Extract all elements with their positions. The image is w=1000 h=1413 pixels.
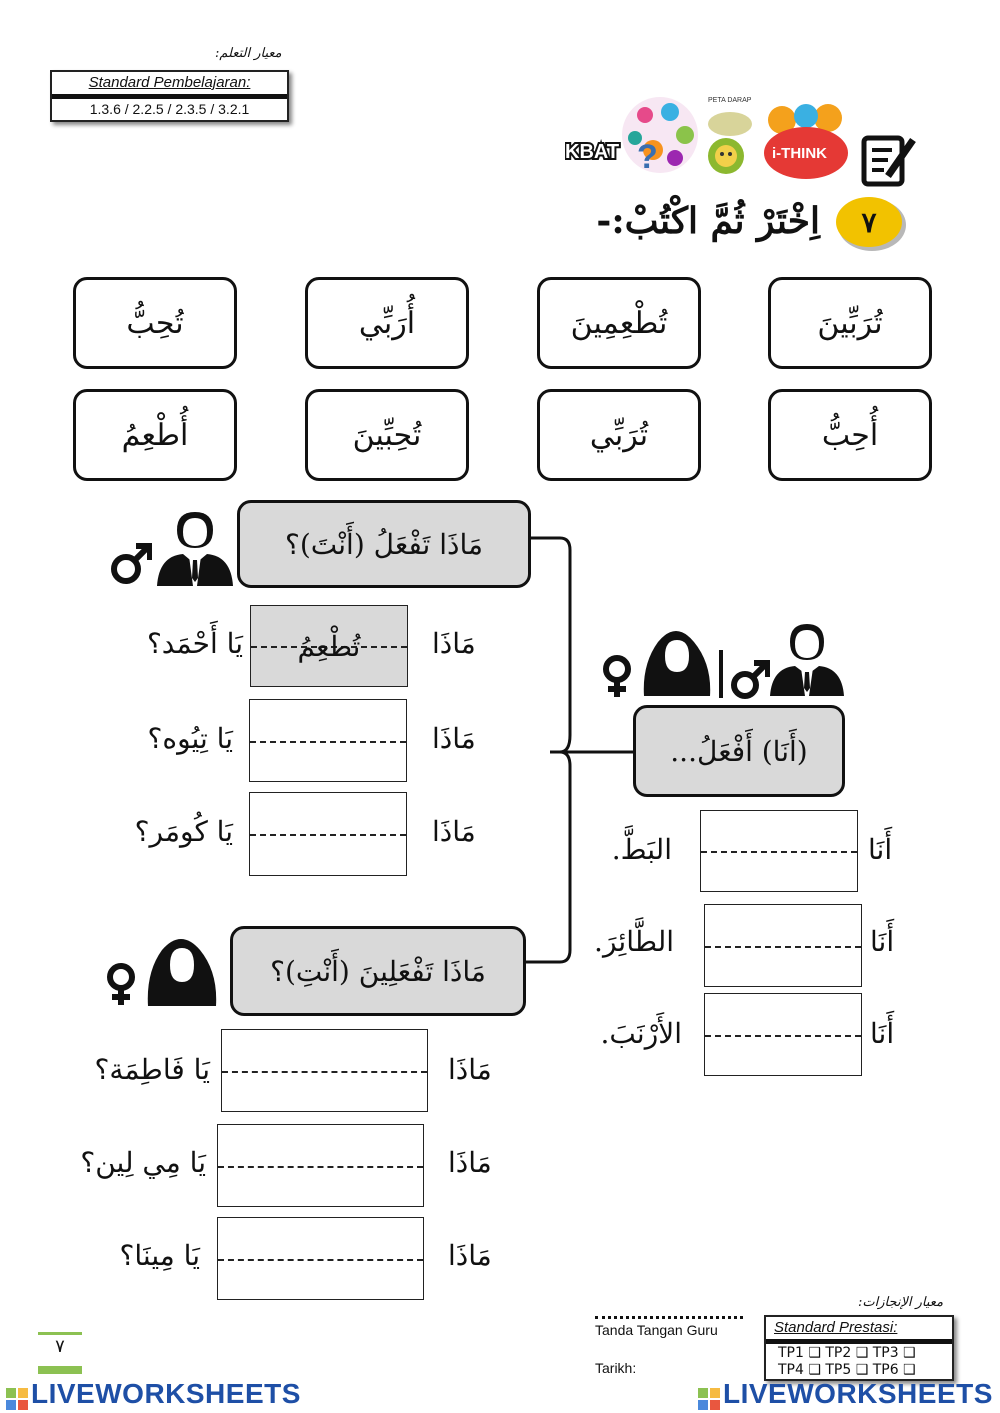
male-answer-box-2[interactable]: [249, 699, 407, 782]
kbat-text: KBAT: [565, 141, 620, 163]
ana-3: أَنَا: [870, 1017, 895, 1050]
female-madha-2: مَاذَا: [448, 1146, 492, 1179]
female-person-icon: [636, 624, 718, 696]
female-answer-box-1[interactable]: [221, 1029, 428, 1112]
female-answer-box-3[interactable]: [217, 1217, 424, 1300]
ana-answer-box-3[interactable]: [704, 993, 862, 1076]
ithink-logo: [760, 98, 852, 186]
standard-label: Standard Pembelajaran:: [52, 72, 287, 99]
ana-answer-box-1[interactable]: [700, 810, 858, 892]
tp-row-2[interactable]: TP4 ❑ TP5 ❑ TP6 ❑: [778, 1362, 916, 1378]
female-madha-1: مَاذَا: [448, 1053, 492, 1086]
male-answer-box-3[interactable]: [249, 792, 407, 876]
signature-line: [595, 1316, 743, 1319]
male-answer-1: تُطْعِمُ: [297, 629, 361, 663]
male-answer-2: [250, 700, 406, 781]
male-person-icon-2: [768, 620, 846, 696]
female-answer-3: [218, 1218, 423, 1299]
male-name-3: يَا كُومَر؟: [134, 815, 233, 848]
male-symbol-icon: [110, 543, 152, 585]
female-answer-1: [222, 1030, 427, 1111]
connector-lines: [520, 530, 640, 975]
liveworksheets-icon: [6, 1388, 28, 1410]
ana-object-3: الأَرْنَبَ.: [600, 1017, 682, 1050]
achievement-box: [764, 1315, 954, 1381]
female-person-icon-2: [140, 932, 224, 1006]
word-card-6[interactable]: تُرَبِّي: [537, 389, 701, 481]
tp-row-1[interactable]: TP1 ❑ TP2 ❑ TP3 ❑: [778, 1345, 916, 1361]
female-question-bubble: مَاذَا تَفْعَلِينَ (أَنْتِ)؟: [230, 926, 526, 1016]
word-card-8[interactable]: أُطْعِمُ: [73, 389, 237, 481]
ana-2: أَنَا: [870, 925, 895, 958]
page-number-bottom-bar: [38, 1366, 82, 1374]
female-symbol-icon: [600, 655, 634, 699]
male-answer-box-1[interactable]: [250, 605, 408, 687]
male-name-1: يَا أَحْمَد؟: [146, 627, 243, 660]
brand-text-left: LIVEWORKSHEETS: [31, 1378, 301, 1409]
male-madha-3: مَاذَا: [432, 815, 476, 848]
female-answer-box-2[interactable]: [217, 1124, 424, 1207]
male-symbol-icon-2: [730, 660, 770, 700]
achievement-label: Standard Prestasi:: [766, 1317, 952, 1344]
word-card-3[interactable]: أُرَبِّي: [305, 277, 469, 369]
page-number-top-bar: [38, 1332, 82, 1335]
ana-object-1: البَطَّ.: [611, 833, 672, 866]
ana-answer-2: [705, 905, 861, 986]
female-name-3: يَا مِينَا؟: [119, 1239, 200, 1272]
word-card-2[interactable]: تُطْعِمِينَ: [537, 277, 701, 369]
divider-line: [719, 650, 723, 698]
brand-text-right: LIVEWORKSHEETS: [723, 1378, 993, 1409]
male-question-bubble: مَاذَا تَفْعَلُ (أَنْتَ)؟: [237, 500, 531, 588]
date-label: Tarikh:: [595, 1360, 637, 1376]
liveworksheets-icon-2: [698, 1388, 720, 1410]
male-name-2: يَا تِيُوه؟: [147, 722, 233, 755]
writing-icon: [858, 130, 918, 188]
ana-answer-3: [705, 994, 861, 1075]
female-name-1: يَا فَاطِمَة؟: [94, 1053, 210, 1086]
ana-object-2: الطَّائِرَ.: [594, 925, 674, 958]
female-name-2: يَا مِي لِين؟: [80, 1146, 206, 1179]
page-number: ٧: [55, 1336, 65, 1357]
male-madha-1: مَاذَا: [432, 627, 476, 660]
female-madha-3: مَاذَا: [448, 1239, 492, 1272]
ana-answer-1: [701, 811, 857, 891]
exercise-number: ٧: [861, 205, 877, 239]
peta-darap-logo: [700, 92, 760, 184]
word-card-1[interactable]: تُرَبِّينَ: [768, 277, 932, 369]
standard-box: [50, 70, 289, 122]
male-person-icon: [155, 508, 235, 586]
peta-darap-text: PETA DARAP: [708, 97, 752, 104]
achievement-arabic-label: معيار الإنجازات:: [858, 1295, 944, 1310]
svg-text:?: ?: [637, 138, 658, 176]
brand-logo-left: [6, 1378, 301, 1410]
ana-1: أَنَا: [868, 833, 893, 866]
exercise-instruction: اِخْتَرْ ثُمَّ اكْتُبْ:-: [596, 200, 820, 242]
female-answer-2: [218, 1125, 423, 1206]
ithink-text: i-THINK: [772, 145, 827, 162]
female-symbol-icon-2: [104, 963, 138, 1007]
male-answer-3: [250, 793, 406, 875]
standard-arabic-label: معيار التعلم:: [215, 46, 282, 61]
word-card-4[interactable]: تُحِبُّ: [73, 277, 237, 369]
exercise-number-badge: [832, 192, 908, 254]
kbat-logo: [565, 90, 705, 185]
word-card-5[interactable]: أُحِبُّ: [768, 389, 932, 481]
male-madha-2: مَاذَا: [432, 722, 476, 755]
brand-logo-right: [698, 1378, 993, 1410]
word-card-7[interactable]: تُحِبِّينَ: [305, 389, 469, 481]
ana-answer-box-2[interactable]: [704, 904, 862, 987]
standard-codes: 1.3.6 / 2.2.5 / 2.3.5 / 3.2.1: [89, 101, 250, 117]
answer-bubble: (أَنَا) أَفْعَلُ...: [633, 705, 845, 797]
signature-label: Tanda Tangan Guru: [595, 1322, 718, 1338]
